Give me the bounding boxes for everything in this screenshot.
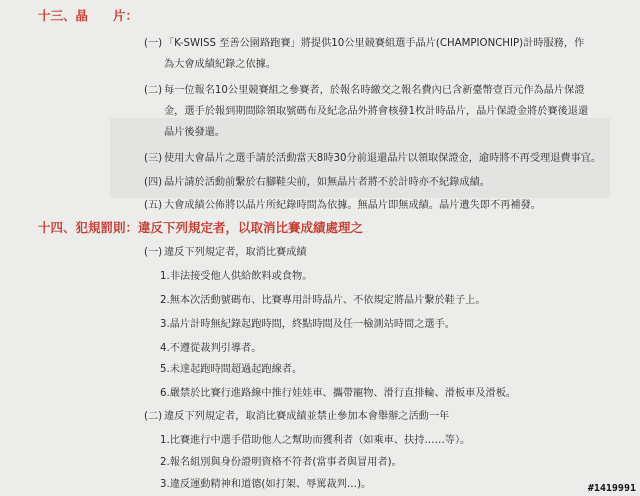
s14-g1-item-3: 3.晶片計時無紀錄起跑時間，終點時間及任一檢測站時間之選手。 (160, 319, 455, 330)
s13-item-3-text: 使用大會晶片之選手請於活動當天8時30分前退還晶片以領取保證金，逾時將不再受理退費事宜。 (164, 153, 602, 164)
s13-item-3-num: (三) (144, 153, 163, 164)
s14-g1-item-2: 2.無本次活動號碼布、比賽專用計時晶片、不依規定將晶片繫於鞋子上。 (160, 295, 486, 306)
s13-item-1-cont: 為大會成績紀錄之依據。 (164, 59, 277, 70)
s14-g2-item-2: 2.報名組別與身份證明資格不符者(當事者與冒用者)。 (160, 457, 402, 468)
s13-item-5-text: 大會成績公佈將以晶片所紀錄時間為依據。無晶片即無成績。晶片遺失即不再補發。 (164, 200, 541, 211)
s13-item-4-text: 晶片請於活動前繫於右腳鞋尖前，如無晶片者將不於計時亦不紀錄成績。 (164, 177, 490, 188)
s13-item-1-num: (一) (144, 38, 163, 49)
s13-item-5-num: (五) (144, 200, 163, 211)
s14-g1-item-4: 4.不遵從裁判引導者。 (160, 343, 262, 354)
s14-g1-item-6: 6.嚴禁於比賽行進路線中推行娃娃車、攜帶寵物、滑行直排輪、滑板車及滑板。 (160, 388, 517, 399)
s13-item-2-cont2: 晶片後發還。 (164, 127, 226, 138)
s14-group-1-text: 違反下列規定者，取消比賽成績 (164, 247, 307, 258)
section-14-title-rest: 違反下列規定者，以取消比賽成績處理之 (138, 220, 364, 235)
section-14-title-prefix: 十四、犯規罰則： (38, 220, 139, 235)
s14-group-2-num: (二) (144, 411, 163, 422)
s13-item-2-text: 每一位報名10公里競賽組之參賽者，於報名時繳交之報名費內已含新臺幣壹百元作為晶片保證 (164, 85, 585, 96)
s13-item-4-num: (四) (144, 177, 163, 188)
s13-item-2-num: (二) (144, 85, 163, 96)
section-14-title (38, 220, 363, 236)
s14-group-2-text: 違反下列規定者，取消比賽成績並禁止參加本會舉辦之活動一年 (164, 411, 450, 422)
s13-item-2-cont: 金，選手於報到期間除領取號碼布及紀念品外將會核發1枚計時晶片，晶片保證金將於賽後退還 (164, 106, 589, 117)
watermark: #1419991 (587, 483, 636, 494)
s14-g1-item-5: 5.未達起跑時間超過起跑線者。 (160, 364, 303, 375)
s13-item-1-text: 「K-SWISS 至善公園路跑賽」將提供10公里競賽組選手晶片(CHAMPIONCHIP)計時服務，作 (164, 38, 585, 49)
s14-g2-item-1: 1.比賽進行中選手借助他人之幫助而獲利者（如乘車、扶持……等）。 (160, 435, 471, 446)
s14-g1-item-1: 1.非法接受他人供給飲料或食物。 (160, 271, 313, 282)
s14-g2-item-3: 3.違反運動精神和道德(如打架、辱罵裁判…)。 (160, 479, 372, 490)
section-13-title: 十三、晶 片： (38, 8, 139, 23)
s14-group-1-num: (一) (144, 247, 163, 258)
